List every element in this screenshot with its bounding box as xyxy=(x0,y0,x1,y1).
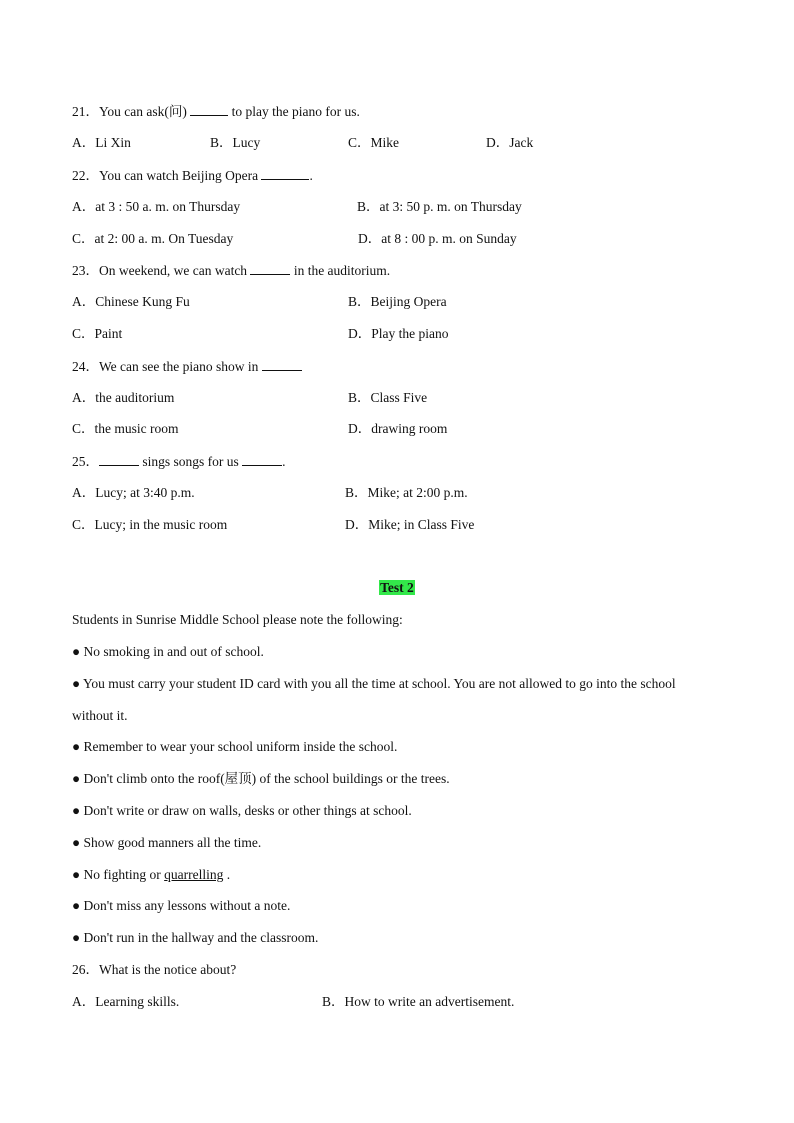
question-25-stem xyxy=(72,452,286,471)
q21-option-b: B．Lucy xyxy=(210,135,261,150)
q21-text-before: 21．You can ask(问) xyxy=(72,104,191,119)
answer-blank xyxy=(190,102,228,116)
q22-text-before: 22．You can watch Beijing Opera xyxy=(72,168,262,183)
notice-rule: ● You must carry your student ID card with you all the time at school. You are not allowed to go into the school xyxy=(72,676,676,691)
question-26-stem: 26．What is the notice about? xyxy=(72,962,237,977)
q21-text-after: to play the piano for us. xyxy=(228,104,360,119)
q22-option-d: D．at 8 : 00 p. m. on Sunday xyxy=(358,231,517,246)
section-title-text: Test 2 xyxy=(380,580,414,595)
q21-option-c: C．Mike xyxy=(348,135,400,150)
q25-number: 25． xyxy=(72,454,99,469)
rule-text: ● No fighting or xyxy=(72,867,165,882)
q23-option-a: A．Chinese Kung Fu xyxy=(72,294,190,309)
question-22-stem xyxy=(72,166,313,185)
q25-text-after: . xyxy=(282,454,286,469)
q22-text-after: . xyxy=(309,168,313,183)
answer-blank xyxy=(262,357,302,371)
notice-rule: ● Remember to wear your school uniform inside the school. xyxy=(72,739,398,754)
notice-intro: Students in Sunrise Middle School please note the following: xyxy=(72,612,403,627)
q23-text-before: 23．On weekend, we can watch xyxy=(72,263,251,278)
notice-rule-continued: without it. xyxy=(72,708,128,723)
q24-option-c: C．the music room xyxy=(72,421,179,436)
q24-option-a: A．the auditorium xyxy=(72,390,175,405)
answer-blank xyxy=(242,452,282,466)
rule-text-end: . xyxy=(223,867,231,882)
q22-option-b: B．at 3: 50 p. m. on Thursday xyxy=(357,199,522,214)
q25-option-a: A．Lucy; at 3:40 p.m. xyxy=(72,485,195,500)
q22-option-a: A．at 3 : 50 a. m. on Thursday xyxy=(72,199,241,214)
q23-option-d: D．Play the piano xyxy=(348,326,449,341)
notice-rule: ● Don't run in the hallway and the classroom. xyxy=(72,930,319,945)
q25-option-b: B．Mike; at 2:00 p.m. xyxy=(345,485,468,500)
q21-option-a: A．Li Xin xyxy=(72,135,131,150)
q24-text-before: 24．We can see the piano show in xyxy=(72,359,262,374)
q23-option-c: C．Paint xyxy=(72,326,123,341)
notice-rule xyxy=(72,866,230,884)
q23-option-b: B．Beijing Opera xyxy=(348,294,447,309)
notice-rule: ● No smoking in and out of school. xyxy=(72,644,264,659)
q26-option-b: B．How to write an advertisement. xyxy=(322,994,515,1009)
q24-option-d: D．drawing room xyxy=(348,421,448,436)
q26-option-a: A．Learning skills. xyxy=(72,994,180,1009)
notice-rule: ● Don't miss any lessons without a note. xyxy=(72,898,291,913)
answer-blank xyxy=(99,452,139,466)
answer-blank xyxy=(250,261,290,275)
q23-text-after: in the auditorium. xyxy=(290,263,391,278)
question-23-stem xyxy=(72,261,390,280)
question-21-stem xyxy=(72,102,360,121)
section-title xyxy=(0,579,794,597)
notice-rule: ● Don't climb onto the roof(屋顶) of the school buildings or the trees. xyxy=(72,771,450,786)
answer-blank xyxy=(261,166,309,180)
q25-option-c: C．Lucy; in the music room xyxy=(72,517,228,532)
q24-option-b: B．Class Five xyxy=(348,390,428,405)
notice-rule: ● Show good manners all the time. xyxy=(72,835,262,850)
q21-option-d: D．Jack xyxy=(486,135,534,150)
q22-option-c: C．at 2: 00 a. m. On Tuesday xyxy=(72,231,234,246)
notice-rule: ● Don't write or draw on walls, desks or other things at school. xyxy=(72,803,412,818)
question-24-stem xyxy=(72,357,302,376)
q25-option-d: D．Mike; in Class Five xyxy=(345,517,475,532)
q25-text-mid: sings songs for us xyxy=(139,454,243,469)
underlined-word: quarrelling xyxy=(164,867,224,882)
